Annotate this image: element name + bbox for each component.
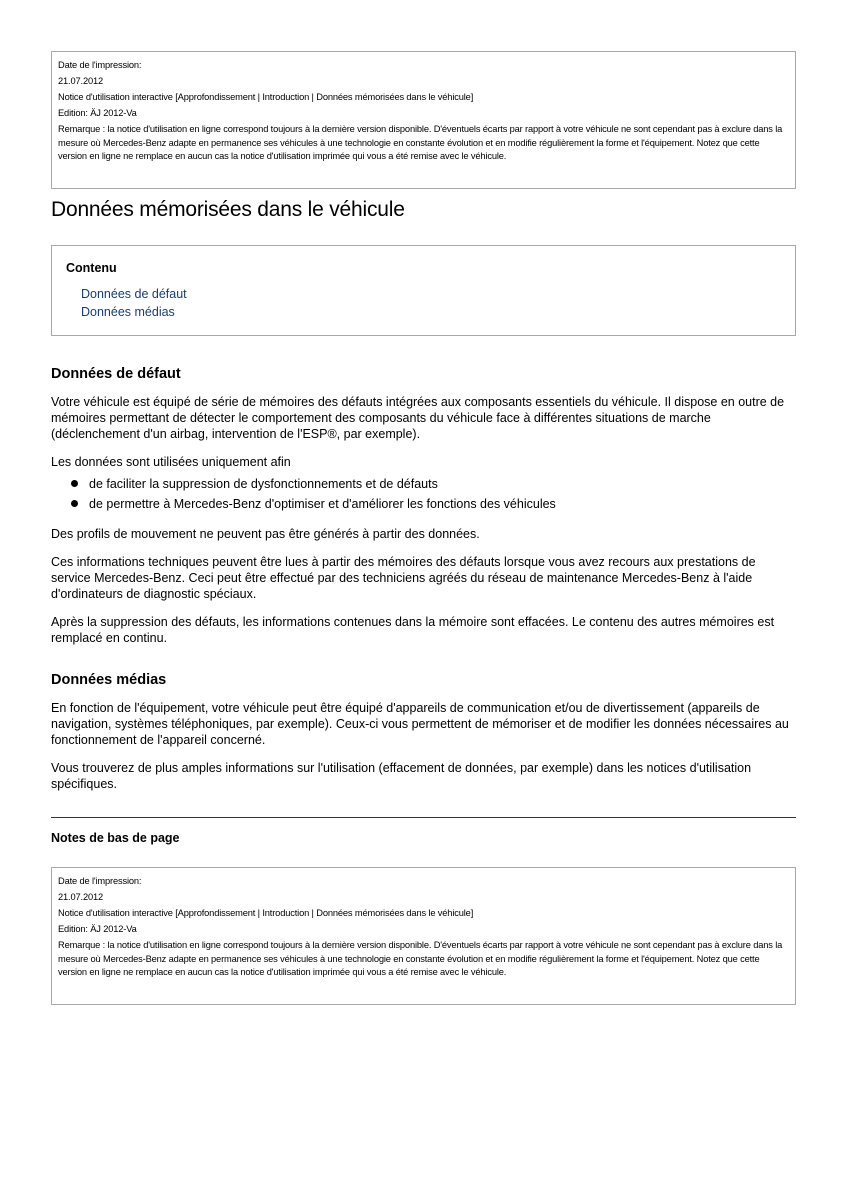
list-item-text: de faciliter la suppression de dysfonctionnements et de défauts [89, 477, 438, 491]
footnotes-divider [51, 817, 796, 818]
print-date-label: Date de l'impression: [58, 876, 142, 886]
bullet-list [51, 474, 796, 514]
list-item-text: de permettre à Mercedes-Benz d'optimiser et d'améliorer les fonctions des véhicules [89, 497, 556, 511]
table-of-contents [51, 245, 796, 336]
print-info-box-top [51, 51, 796, 189]
bullet-icon [71, 500, 78, 507]
edition: Edition: ÄJ 2012-Va [58, 108, 137, 118]
paragraph: Vous trouverez de plus amples informations sur l'utilisation (effacement de données, par exemple) dans les notices d'utilisation spécifiques. [51, 761, 752, 791]
main-content [51, 366, 796, 804]
print-date-label: Date de l'impression: [58, 60, 142, 70]
toc-title: Contenu [66, 261, 117, 275]
toc-link-fault-data[interactable]: Données de défaut [81, 287, 187, 301]
paragraph: Les données sont utilisées uniquement afin [51, 455, 291, 469]
print-info-box-bottom [51, 867, 796, 1005]
print-date-value: 21.07.2012 [58, 892, 104, 902]
footnotes-title: Notes de bas de page [51, 831, 180, 845]
breadcrumb: Notice d'utilisation interactive [Approfondissement | Introduction | Données mémorisées dans le véhicule] [58, 92, 474, 102]
section-heading-fault-data: Données de défaut [51, 366, 181, 382]
paragraph: Après la suppression des défauts, les informations contenues dans la mémoire sont effacées. Le contenu des autres mémoires est remplacé en continu. [51, 615, 775, 645]
section-heading-media-data: Données médias [51, 672, 167, 688]
paragraph: Ces informations techniques peuvent être lues à partir des mémoires des défauts lorsque vous avez recours aux prestations de service Mercedes-Benz. Ceci peut être effectué par des techniciens agréés du réseau de maintenance Mercedes-Benz à l'aide d'ordinateurs de diagnostic spéciaux. [51, 555, 756, 601]
paragraph: Des profils de mouvement ne peuvent pas être générés à partir des données. [51, 527, 480, 541]
breadcrumb: Notice d'utilisation interactive [Approfondissement | Introduction | Données mémorisées dans le véhicule] [58, 908, 474, 918]
list-item [51, 474, 796, 494]
toc-link-media-data[interactable]: Données médias [81, 305, 175, 319]
remark: Remarque : la notice d'utilisation en ligne correspond toujours à la dernière version disponible. D'éventuels écarts par rapport à votre véhicule ne sont cependant pas à exclure dans la mesure où Mercedes-Benz adapte en permanence ses véhicules à une technologie en constante évolution et en modifie régulièrement la forme et l'équipement. Notez que cette version en ligne ne remplace en aucun cas la notice d'utilisation imprimée qui vous a été remise avec le véhicule. [58, 124, 783, 161]
bullet-icon [71, 480, 78, 487]
print-date-value: 21.07.2012 [58, 76, 104, 86]
paragraph: Votre véhicule est équipé de série de mémoires des défauts intégrées aux composants essentiels du véhicule. Il dispose en outre de mémoires permettant de détecter le comportement des composants du véhicule face à différentes situations de marche (déclenchement d'un airbag, intervention de l'ESP®, par exemple). [51, 395, 785, 441]
paragraph: En fonction de l'équipement, votre véhicule peut être équipé d'appareils de communication et/ou de divertissement (appareils de navigation, systèmes téléphoniques, par exemple). Ceux-ci vous permettent de mémoriser et de modifier les données nécessaires au fonctionnement de l'appareil concerné. [51, 701, 789, 747]
edition: Edition: ÄJ 2012-Va [58, 924, 137, 934]
remark: Remarque : la notice d'utilisation en ligne correspond toujours à la dernière version disponible. D'éventuels écarts par rapport à votre véhicule ne sont cependant pas à exclure dans la mesure où Mercedes-Benz adapte en permanence ses véhicules à une technologie en constante évolution et en modifie régulièrement la forme et l'équipement. Notez que cette version en ligne ne remplace en aucun cas la notice d'utilisation imprimée qui vous a été remise avec le véhicule. [58, 940, 783, 977]
list-item [51, 494, 796, 514]
page-title: Données mémorisées dans le véhicule [51, 198, 405, 221]
